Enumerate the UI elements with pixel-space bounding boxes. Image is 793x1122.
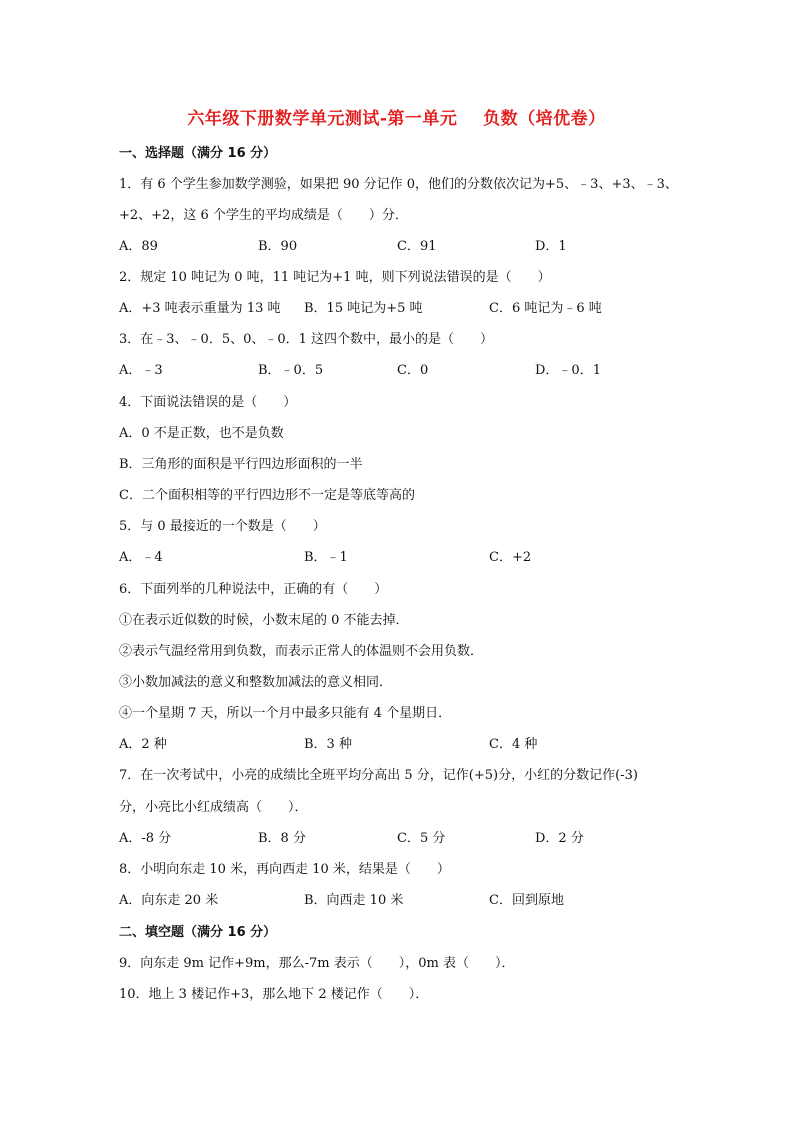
question-2-option-c: C．6 吨记为﹣6 吨: [489, 301, 602, 316]
question-6-option-a: A．2 种: [119, 737, 167, 752]
question-1-option-c: C．91: [397, 239, 437, 254]
question-2-option-b: B．15 吨记为+5 吨: [304, 301, 423, 316]
question-7-option-b: B．8 分: [258, 831, 306, 846]
question-6-option-c: C．4 种: [489, 737, 538, 752]
question-6-statement-2: ②表示气温经常用到负数，而表示正常人的体温则不会用负数．: [119, 644, 484, 659]
question-3: 3．在﹣3、﹣0．5、0、﹣0．1 这四个数中，最小的是（ ）: [119, 332, 494, 347]
question-1-line-2: +2、+2，这 6 个学生的平均成绩是（ ）分．: [119, 208, 408, 223]
question-1-line-1: 1．有 6 个学生参加数学测验，如果把 90 分记作 0，他们的分数依次记为+5、﹣3、+3、﹣3、: [119, 177, 678, 192]
question-7-option-c: C．5 分: [397, 831, 446, 846]
question-1-option-d: D．1: [535, 239, 567, 254]
question-9: 9．向东走 9m 记作+9m，那么-7m 表示（ ），0m 表（ ）．: [119, 956, 515, 971]
question-4-option-b: B．三角形的面积是平行四边形面积的一半: [119, 457, 363, 472]
question-2: 2．规定 10 吨记为 0 吨，11 吨记为+1 吨，则下列说法错误的是（ ）: [119, 270, 551, 285]
question-4-option-c: C．二个面积相等的平行四边形不一定是等底等高的: [119, 488, 415, 503]
question-5-option-b: B．﹣1: [304, 550, 348, 565]
question-8-option-b: B．向西走 10 米: [304, 893, 404, 908]
question-8: 8．小明向东走 10 米，再向西走 10 米，结果是（ ）: [119, 862, 450, 877]
question-1-option-b: B．90: [258, 239, 298, 254]
question-7-line-1: 7．在一次考试中，小亮的成绩比全班平均分高出 5 分，记作(+5)分，小红的分数记作(-3): [119, 768, 638, 783]
question-3-option-d: D．﹣0．1: [535, 363, 601, 378]
question-8-option-a: A．向东走 20 米: [119, 893, 219, 908]
question-4-option-a: A．0 不是正数，也不是负数: [119, 426, 284, 441]
question-3-option-c: C．0: [397, 363, 429, 378]
question-6-statement-4: ④一个星期 7 天，所以一个月中最多只能有 4 个星期日．: [119, 706, 452, 721]
question-7-line-2: 分，小亮比小红成绩高（ ）．: [119, 800, 308, 815]
question-2-option-a: A．+3 吨表示重量为 13 吨: [119, 301, 281, 316]
question-6-statement-1: ①在表示近似数的时候，小数末尾的 0 不能去掉．: [119, 613, 409, 628]
question-5: 5．与 0 最接近的一个数是（ ）: [119, 519, 326, 534]
question-10: 10．地上 3 楼记作+3，那么地下 2 楼记作（ ）．: [119, 987, 429, 1002]
question-4: 4．下面说法错误的是（ ）: [119, 395, 297, 410]
question-3-option-a: A．﹣3: [119, 363, 163, 378]
page-title: 六年级下册数学单元测试-第一单元 负数（培优卷）: [187, 109, 606, 129]
question-3-option-b: B．﹣0．5: [258, 363, 324, 378]
question-1-option-a: A．89: [119, 239, 158, 254]
question-8-option-c: C．回到原地: [489, 893, 564, 908]
question-6: 6．下面列举的几种说法中，正确的有（ ）: [119, 582, 388, 597]
question-7-option-d: D．2 分: [535, 831, 584, 846]
question-6-option-b: B．3 种: [304, 737, 352, 752]
question-5-option-a: A．﹣4: [119, 550, 163, 565]
question-7-option-a: A．-8 分: [119, 831, 172, 846]
section-heading-choice: 一、选择题（满分 16 分）: [119, 146, 277, 161]
question-5-option-c: C．+2: [489, 550, 532, 565]
section-heading-fill-in: 二、填空题（满分 16 分）: [119, 925, 277, 940]
question-6-statement-3: ③小数加减法的意义和整数加减法的意义相同．: [119, 675, 393, 690]
